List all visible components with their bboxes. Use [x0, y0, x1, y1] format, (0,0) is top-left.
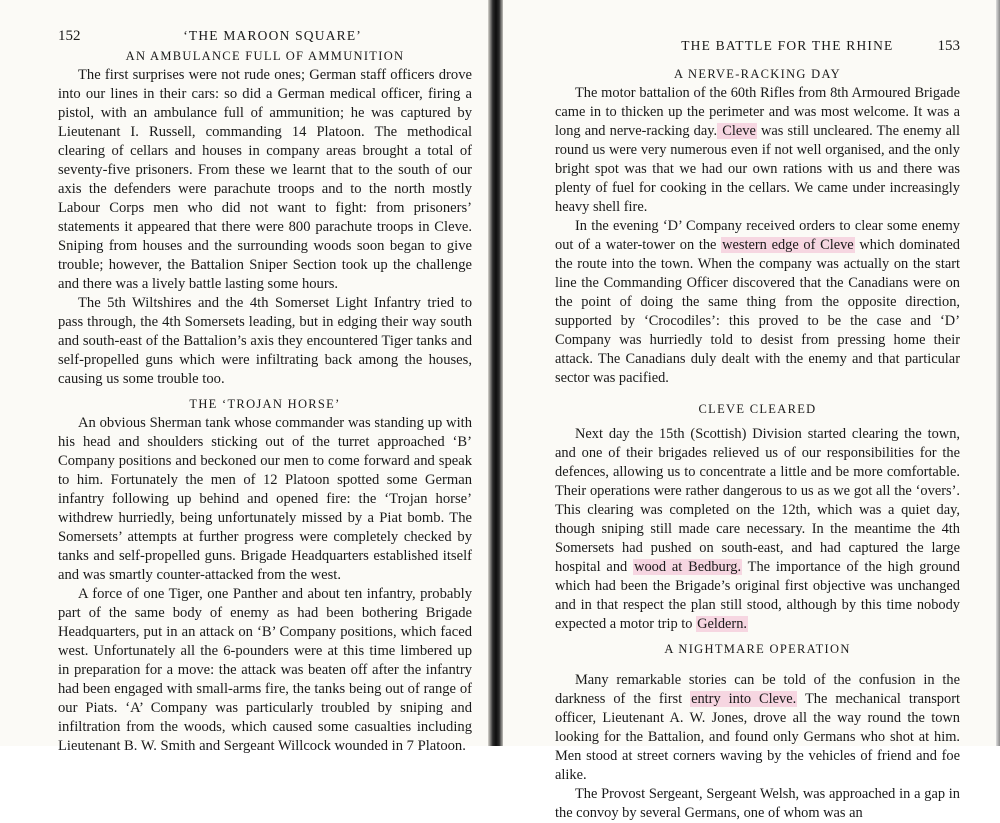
section-heading: A NIGHTMARE OPERATION	[664, 642, 851, 656]
paragraph: The 5th Wiltshires and the 4th Somerset Light Infantry tried to pass through, the 4th Somersets leading, but in edging their way south and south-east of the Battalion’s axis they encountered Tiger tanks and self-propelled guns which were infiltrating back among the houses, causing us some trouble too.	[58, 295, 472, 387]
section-heading: CLEVE CLEARED	[698, 402, 817, 416]
highlight: wood at Bedburg.	[634, 559, 742, 575]
paragraph: An obvious Sherman tank whose commander was standing up with his head and shoulders sticking out of the turret approached ‘B’ Company positions and beckoned our men to come forward and speak to him. Fortunately the men of 12 Platoon spotted some German infantry following up behind and opened fire: the ‘Trojan horse’ withdrew hurriedly, being unfortunately missed by a Piat bomb. The Somersets’ attempts at further progress were completely checked by tanks and self-propelled guns. Brigade Headquarters established itself and was smartly counter-attacked from the west.	[58, 415, 472, 583]
highlight: Cleve	[718, 123, 756, 139]
paragraph: In the evening ‘D’ Company received orders to clear some enemy out of a water-tower on the western edge of Cleve which dominated the route into the town. When the company was actually on the start line the Commanding Officer discovered that the Canadians were on the point of doing the same thing from the opposite direction, supported by ‘Crocodiles’: this proved to be the case and ‘D’ Company was hurriedly told to desist from pressing home their attack. The Canadians duly dealt with the enemy and that particular sector was pacified.	[555, 218, 960, 386]
section-heading: AN AMBULANCE FULL OF AMMUNITION	[125, 49, 405, 63]
right-running-head	[555, 38, 960, 55]
right-page-number: 153	[937, 38, 960, 54]
paragraph: The Provost Sergeant, Sergeant Welsh, was approached in a gap in the convoy by several Germans, one of whom was an	[555, 786, 960, 821]
left-running-head	[58, 28, 472, 45]
section-heading: A NERVE-RACKING DAY	[674, 67, 841, 81]
highlight: western edge of Cleve	[722, 237, 854, 253]
paragraph: The motor battalion of the 60th Rifles from 8th Armoured Brigade came in to thicken up the perimeter and was most welcome. It was a long and nerve-racking day. Cleve was still uncleared. The enemy all round us were very numerous even if not well organised, and the only bright spot was that we had our own rations with us and there was plenty of fuel for cooking in the cellars. We came under increasingly heavy shell fire.	[555, 85, 961, 215]
paragraph: Many remarkable stories can be told of the confusion in the darkness of the first entry into Cleve. The mechanical transport officer, Lieutenant A. W. Jones, drove all the way round the town looking for the Battalion, and found only Germans who shot at him. Men stood at street corners waving by the vehicles of friend and foe alike.	[555, 672, 960, 783]
page-edge	[996, 0, 1000, 746]
right-page	[503, 0, 1000, 821]
paragraph: The first surprises were not rude ones; German staff officers drove into our lines in their cars: so did a German medical officer, firing a pistol, with an ambulance full of ammunition; he was captured by Lieutenant I. Russell, commanding 14 Platoon. The methodical clearing of cellars and houses in company areas brought a total of seventy-five prisoners. From these we learnt that to the south of our axis the defenders were parachute troops and to the north mostly Labour Corps men who did not want to fight: from prisoners’ statements it appeared that there were 800 parachute troops in Cleve. Sniping from houses and the surrounding woods soon began to give trouble; however, the Battalion Sniper Section took up the challenge and there was a lively battle lasting some hours.	[58, 67, 472, 292]
paragraph: A force of one Tiger, one Panther and about ten infantry, probably part of the same body of enemy as had been bothering Brigade Headquarters, put in an attack on ‘B’ Company positions, which faced west. Unfortunately all the 6-pounders were at this time limbered up in preparation for a move: the attack was beaten off after the infantry had been engaged with small-arms fire, the tanks being out of range of our Piats. ‘A’ Company was particularly troubled by sniping and infiltration from the woods, which caused some casualties including Lieutenant B. W. Smith and Sergeant Willcock wounded in 7 Platoon.	[58, 586, 472, 754]
section-heading: THE ‘TROJAN HORSE’	[189, 397, 341, 411]
left-page-number: 152	[58, 28, 81, 44]
left-running-title: ‘THE MAROON SQUARE’	[183, 28, 362, 43]
book-gutter	[488, 0, 504, 746]
right-running-title: THE BATTLE FOR THE RHINE	[681, 38, 894, 53]
highlight: Geldern.	[697, 616, 748, 632]
paragraph: Next day the 15th (Scottish) Division started clearing the town, and one of their brigades relieved us of our responsibilities for the defences, allowing us to concentrate a little and be more comfortable. Their operations were rather dangerous to us as we got all the ‘overs’. This clearing was completed on the 12th, which was a quiet day, though sniping still made care necessary. In the meantime the 4th Somersets had pushed on south-east, and had captured the large hospital and wood at Bedburg. The importance of the high ground which had been the Brigade’s original first objective was unchanged and in that respect the plan still stood, although by this time nobody expected a motor trip to Geldern.	[555, 426, 960, 632]
left-page	[0, 0, 492, 754]
highlight: entry into Cleve.	[691, 691, 797, 707]
